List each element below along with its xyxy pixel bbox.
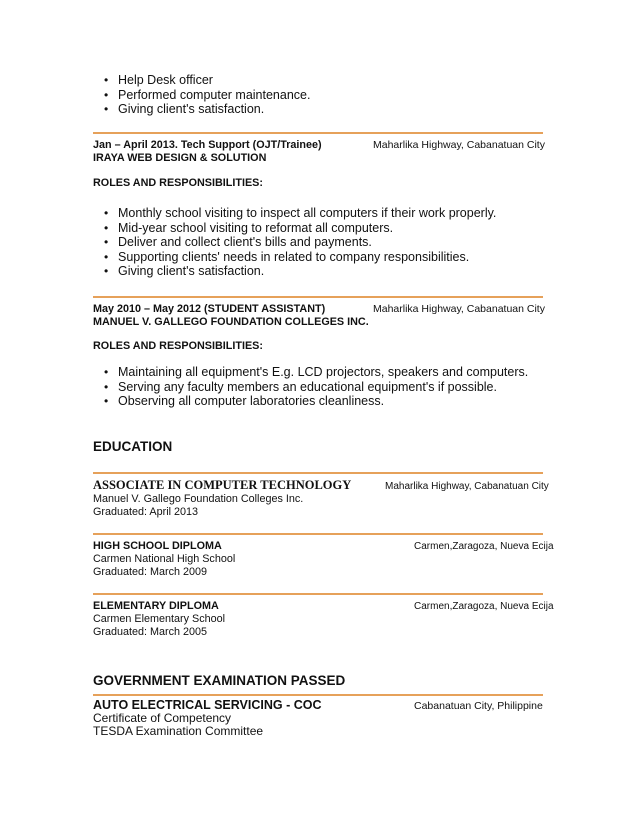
list-item: • Giving client's satisfaction.	[118, 264, 496, 279]
exam-title: AUTO ELECTRICAL SERVICING - COC	[93, 698, 322, 712]
education-graduated: Graduated: April 2013	[93, 506, 199, 518]
top-bullet-list	[118, 73, 310, 117]
job1-title: Jan – April 2013. Tech Support (OJT/Trainee)	[93, 139, 322, 151]
divider	[93, 533, 543, 535]
list-item: • Observing all computer laboratories cleanliness.	[118, 394, 528, 409]
job2-company: MANUEL V. GALLEGO FOUNDATION COLLEGES INC.	[93, 316, 369, 328]
education-location: Carmen,Zaragoza, Nueva Ecija	[414, 601, 554, 612]
education-title: ASSOCIATE IN COMPUTER TECHNOLOGY	[93, 478, 352, 492]
education-heading: EDUCATION	[93, 439, 173, 454]
education-school: Carmen Elementary School	[93, 613, 226, 625]
job2-bullet-list	[118, 365, 528, 409]
divider	[93, 472, 543, 474]
education-location: Maharlika Highway, Cabanatuan City	[385, 481, 549, 492]
education-graduated: Graduated: March 2009	[93, 566, 208, 578]
divider	[93, 296, 543, 298]
job1-bullet-list	[118, 206, 496, 279]
job2-roles-heading: ROLES AND RESPONSIBILITIES:	[93, 340, 263, 352]
list-item: • Serving any faculty members an educational equipment's if possible.	[118, 380, 528, 395]
list-item: • Maintaining all equipment's E.g. LCD projectors, speakers and computers.	[118, 365, 528, 380]
list-item: • Mid-year school visiting to reformat all computers.	[118, 221, 496, 236]
job2-title: May 2010 – May 2012 (STUDENT ASSISTANT)	[93, 303, 326, 315]
list-item: • Giving client's satisfaction.	[118, 102, 310, 117]
list-item: • Monthly school visiting to inspect all computers if their work properly.	[118, 206, 496, 221]
education-graduated: Graduated: March 2005	[93, 626, 208, 638]
education-school: Carmen National High School	[93, 553, 236, 565]
exam-line1: Certificate of Competency	[93, 711, 232, 725]
list-item: • Help Desk officer	[118, 73, 310, 88]
exam-line2: TESDA Examination Committee	[93, 724, 264, 738]
job1-location: Maharlika Highway, Cabanatuan City	[373, 139, 545, 151]
education-school: Manuel V. Gallego Foundation Colleges Inc.	[93, 493, 304, 505]
education-location: Carmen,Zaragoza, Nueva Ecija	[414, 541, 554, 552]
list-item: • Performed computer maintenance.	[118, 88, 310, 103]
education-title: HIGH SCHOOL DIPLOMA	[93, 540, 222, 552]
education-title: ELEMENTARY DIPLOMA	[93, 600, 219, 612]
job1-company: IRAYA WEB DESIGN & SOLUTION	[93, 152, 267, 164]
exam-location: Cabanatuan City, Philippine	[414, 700, 543, 712]
list-item: • Deliver and collect client's bills and payments.	[118, 235, 496, 250]
job2-location: Maharlika Highway, Cabanatuan City	[373, 303, 545, 315]
job1-roles-heading: ROLES AND RESPONSIBILITIES:	[93, 177, 263, 189]
divider	[93, 593, 543, 595]
exam-heading: GOVERNMENT EXAMINATION PASSED	[93, 673, 346, 688]
list-item: • Supporting clients' needs in related to company responsibilities.	[118, 250, 496, 265]
divider	[93, 132, 543, 134]
divider	[93, 694, 543, 696]
